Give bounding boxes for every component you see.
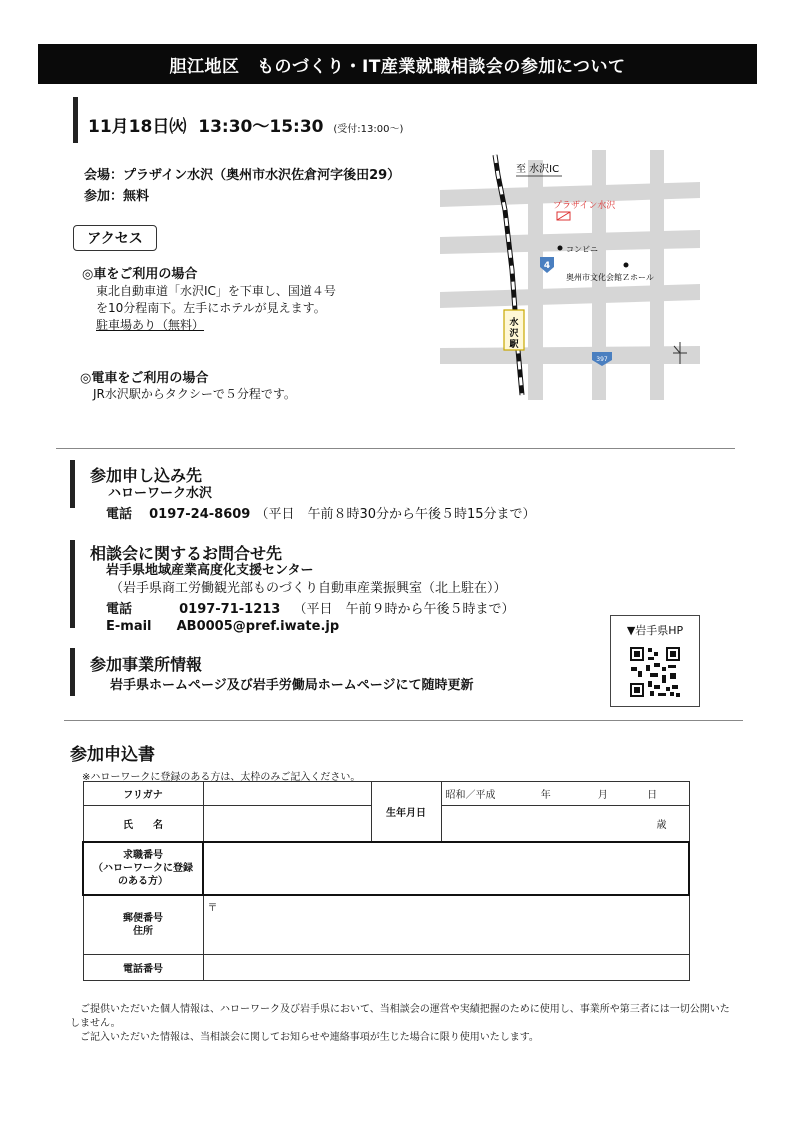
job-number-label-2: （ハローワークに登録 <box>93 862 193 874</box>
companies-heading: 参加事業所情報 <box>90 655 203 674</box>
hotel-hatch <box>557 212 570 220</box>
access-map <box>440 150 700 400</box>
furigana-input[interactable] <box>203 782 371 806</box>
route397-label: 397 <box>596 356 608 363</box>
bullet-icon: ◎ <box>80 371 92 386</box>
car-heading-label: 車をご利用の場合 <box>93 267 198 282</box>
birth-date-input[interactable] <box>441 782 689 806</box>
application-form <box>82 781 690 981</box>
section-bar <box>70 648 75 696</box>
venue-info <box>84 165 400 207</box>
apply-tel: 0197-24-8609 <box>149 507 251 522</box>
station-label-1: 水 <box>509 318 519 328</box>
train-line1: JR水沢駅からタクシーで５分程です。 <box>93 387 296 401</box>
phone-input[interactable] <box>203 955 689 981</box>
apply-tel-label: 電話 <box>106 507 133 522</box>
hotel-label: プラザイン水沢 <box>553 201 616 211</box>
section-bar <box>70 460 75 508</box>
car-heading <box>82 263 197 282</box>
venue: 会場：プラザイン水沢（奥州市水沢佐倉河字後田29） <box>84 168 401 183</box>
conbini-dot <box>558 246 563 251</box>
postal-label: 郵便番号 <box>123 912 163 924</box>
privacy-line2: ご記入いただいた情報は、当相談会に関してお知らせや連絡事項が生じた場合に限り使用いたします。 <box>70 1032 539 1043</box>
inquiry-tel: 0197-71-1213 <box>179 602 281 617</box>
qr-code-icon[interactable] <box>628 645 682 699</box>
apply-heading: 参加申し込み先 <box>90 466 203 485</box>
qr-panel <box>610 615 700 707</box>
divider <box>64 720 743 721</box>
form-title: 参加申込書 <box>70 745 155 765</box>
privacy-line1: ご提供いただいた個人情報は、ハローワーク及び岩手県において、当相談会の運営や実績把握のために使用し、事業所や第三者には一切公開いたしません。 <box>70 1004 730 1029</box>
age-input[interactable] <box>441 806 689 842</box>
postal-mark: 〒 <box>207 902 218 914</box>
section-bar <box>73 97 78 143</box>
companies-text: 岩手県ホームページ及び岩手労働局ホームページにて随時更新 <box>110 678 474 693</box>
train-heading <box>80 367 208 386</box>
address-input[interactable] <box>203 895 689 955</box>
name-input[interactable] <box>203 806 371 842</box>
station-label-2: 沢 <box>509 329 519 339</box>
hall-label: 奥州市文化会館Ｚホール <box>566 273 654 282</box>
conbini-label: コンビニ <box>566 245 598 254</box>
address-label-text: 住所 <box>133 925 153 937</box>
page-title: 胆江地区 ものづくり・IT産業就職相談会の参加について <box>38 44 757 84</box>
parking-info: 駐車場あり（無料） <box>96 318 205 332</box>
inquiry-tel-label: 電話 <box>106 602 133 617</box>
inquiry-hours: （平日 午前９時から午後５時まで） <box>293 602 515 617</box>
event-datetime <box>88 112 403 137</box>
bullet-icon: ◎ <box>82 267 94 282</box>
job-number-input[interactable] <box>203 842 689 895</box>
form-note: ※ハローワークに登録のある方は、太枠のみご記入ください。 <box>82 772 361 783</box>
inquiry-email-label: E-mail <box>106 619 152 634</box>
job-number-label-1: 求職番号 <box>123 849 163 861</box>
address-label <box>83 895 203 955</box>
train-heading-label: 電車をご利用の場合 <box>91 371 209 386</box>
job-number-label <box>83 842 203 895</box>
apply-tel-row <box>106 503 536 524</box>
event-reception: (受付:13:00〜) <box>333 124 404 135</box>
day-label: 日 <box>647 790 658 801</box>
section-bar <box>70 540 75 628</box>
era-label: 昭和／平成 <box>445 790 496 801</box>
inquiry-heading: 相談会に関するお問合せ先 <box>90 544 283 563</box>
name-label: 氏 名 <box>83 806 203 842</box>
inquiry-email[interactable]: AB0005@pref.iwate.jp <box>176 619 340 634</box>
event-date: 11月18日㈫ <box>88 117 187 137</box>
fee: 参加：無料 <box>84 189 150 204</box>
car-line1: 東北自動車道「水沢IC」を下車し、国道４号 <box>96 284 336 298</box>
privacy-notice <box>70 1003 730 1045</box>
apply-org: ハローワーク水沢 <box>108 486 213 501</box>
month-label: 月 <box>597 790 608 801</box>
job-number-label-3: のある方） <box>118 875 168 887</box>
route4-label: 4 <box>543 261 551 271</box>
ic-label: 至 水沢IC <box>516 164 560 175</box>
access-button: アクセス <box>73 225 157 251</box>
phone-label: 電話番号 <box>83 955 203 981</box>
inquiry-dept: （岩手県商工労働観光部ものづくり自動車産業振興室（北上駐在）） <box>110 581 507 596</box>
apply-hours: （平日 午前８時30分から午後５時15分まで） <box>255 507 536 522</box>
birth-label: 生年月日 <box>371 782 441 842</box>
divider <box>56 448 735 449</box>
year-label: 年 <box>540 790 551 801</box>
station-label-3: 駅 <box>509 340 519 350</box>
qr-label: ▼岩手県HP <box>626 624 684 637</box>
hall-dot <box>624 263 629 268</box>
furigana-label: フリガナ <box>83 782 203 806</box>
car-line2: を10分程南下。左手にホテルが見えます。 <box>96 301 326 315</box>
inquiry-org: 岩手県地域産業高度化支援センター <box>106 563 314 578</box>
event-time: 13:30〜15:30 <box>198 117 324 137</box>
age-label: 歳 <box>656 819 667 831</box>
inquiry-email-row <box>106 615 339 636</box>
